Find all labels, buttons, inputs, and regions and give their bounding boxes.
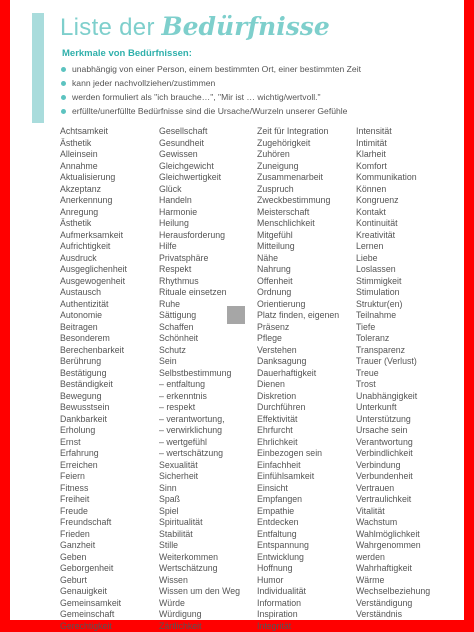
need-word: Ästhetik [60, 218, 127, 230]
need-word: Anerkennung [60, 195, 127, 207]
need-word: Ausgewogenheit [60, 276, 127, 288]
need-word: Aufmerksamkeit [60, 230, 127, 242]
need-word: Stimmigkeit [356, 276, 430, 288]
need-word: Gerechtigkeit [60, 621, 127, 632]
need-word: Ehrfurcht [257, 425, 339, 437]
need-word: Aktualisierung [60, 172, 127, 184]
need-word: Diskretion [257, 391, 339, 403]
need-word: Würdigung [159, 609, 240, 621]
need-word: Verbundenheit [356, 471, 430, 483]
document-page [10, 0, 464, 620]
need-word: Trauer (Verlust) [356, 356, 430, 368]
need-word: Unterkunft [356, 402, 430, 414]
need-word: Kontakt [356, 207, 430, 219]
need-word: Geburt [60, 575, 127, 587]
need-word: Wechselbeziehung [356, 586, 430, 598]
need-word: Information [257, 598, 339, 610]
need-word: – wertgefühl [159, 437, 240, 449]
bullet-list [59, 62, 361, 118]
need-word: Mitteilung [257, 241, 339, 253]
word-column-1 [60, 126, 127, 632]
need-word: Einfachheit [257, 460, 339, 472]
need-word: Berührung [60, 356, 127, 368]
need-word: Beitragen [60, 322, 127, 334]
need-word: Geben [60, 552, 127, 564]
need-word: Ausgeglichenheit [60, 264, 127, 276]
need-word: Zugehörigkeit [257, 138, 339, 150]
need-word: Gleichgewicht [159, 161, 240, 173]
need-word: Zärtlichkeit [159, 621, 240, 632]
need-word: Bewusstsein [60, 402, 127, 414]
need-word: Gleichwertigkeit [159, 172, 240, 184]
need-word: Zweckbestimmung [257, 195, 339, 207]
need-word: Trost [356, 379, 430, 391]
need-word: Fitness [60, 483, 127, 495]
need-word: Kontinuität [356, 218, 430, 230]
need-word: Kommunikation [356, 172, 430, 184]
need-word: Freiheit [60, 494, 127, 506]
need-word: Toleranz [356, 333, 430, 345]
need-word: Intensität [356, 126, 430, 138]
need-word: Berechenbarkeit [60, 345, 127, 357]
need-word: Dienen [257, 379, 339, 391]
need-word: Wertschätzung [159, 563, 240, 575]
need-word: Intimität [356, 138, 430, 150]
bullet-item [59, 90, 361, 104]
need-word: Verständigung [356, 598, 430, 610]
need-word: Zusammenarbeit [257, 172, 339, 184]
need-word: Verbindlichkeit [356, 448, 430, 460]
need-word: Zuhören [257, 149, 339, 161]
need-word: Mitgefühl [257, 230, 339, 242]
bullet-dot-icon [61, 109, 66, 114]
need-word: Entfaltung [257, 529, 339, 541]
need-word: – erkenntnis [159, 391, 240, 403]
need-word: Wissen [159, 575, 240, 587]
need-word: Spiritualität [159, 517, 240, 529]
need-word: Spiel [159, 506, 240, 518]
need-word: Liebe [356, 253, 430, 265]
need-word: Danksagung [257, 356, 339, 368]
need-word: Stille [159, 540, 240, 552]
bullet-dot-icon [61, 81, 66, 86]
need-word: Meisterschaft [257, 207, 339, 219]
need-word: Gesundheit [159, 138, 240, 150]
need-word: Wärme [356, 575, 430, 587]
need-word: Ganzheit [60, 540, 127, 552]
need-word: Sinn [159, 483, 240, 495]
need-word: Sexualität [159, 460, 240, 472]
title-part-2: Bedürfnisse [161, 12, 329, 41]
need-word: Sein [159, 356, 240, 368]
need-word: Schaffen [159, 322, 240, 334]
need-word: Harmonie [159, 207, 240, 219]
subtitle: Merkmale von Bedürfnissen: [62, 48, 192, 59]
need-word: Weiterkommen [159, 552, 240, 564]
need-word: Lernen [356, 241, 430, 253]
placeholder-square [227, 306, 245, 324]
need-word: Schönheit [159, 333, 240, 345]
need-word: Heilung [159, 218, 240, 230]
need-word: Austausch [60, 287, 127, 299]
need-word: Integrität [257, 621, 339, 632]
need-word: Vitalität [356, 506, 430, 518]
need-word: Stimulation [356, 287, 430, 299]
need-word: Wahrgenommen [356, 540, 430, 552]
title-part-1: Liste der [60, 14, 155, 41]
word-column-3 [257, 126, 339, 632]
need-word: Einsicht [257, 483, 339, 495]
need-word: Loslassen [356, 264, 430, 276]
need-word: Pflege [257, 333, 339, 345]
need-word: Authentizität [60, 299, 127, 311]
need-word: Schutz [159, 345, 240, 357]
bullet-item [59, 76, 361, 90]
need-word: Menschlichkeit [257, 218, 339, 230]
need-word: Handeln [159, 195, 240, 207]
need-word: Würde [159, 598, 240, 610]
need-word: – entfaltung [159, 379, 240, 391]
need-word: Frieden [60, 529, 127, 541]
need-word: Alleinsein [60, 149, 127, 161]
need-word: Autonomie [60, 310, 127, 322]
need-word: Bestätigung [60, 368, 127, 380]
need-word: Ordnung [257, 287, 339, 299]
need-word: Offenheit [257, 276, 339, 288]
need-word: Entspannung [257, 540, 339, 552]
need-word: Ehrlichkeit [257, 437, 339, 449]
need-word: Nähe [257, 253, 339, 265]
need-word: Gemeinschaft [60, 609, 127, 621]
need-word: Achtsamkeit [60, 126, 127, 138]
need-word: Aufrichtigkeit [60, 241, 127, 253]
need-word: Hilfe [159, 241, 240, 253]
need-word: Orientierung [257, 299, 339, 311]
need-word: Stabilität [159, 529, 240, 541]
need-word: Erholung [60, 425, 127, 437]
need-word: werden [356, 552, 430, 564]
need-word: Freundschaft [60, 517, 127, 529]
need-word: Durchführen [257, 402, 339, 414]
need-word: Struktur(en) [356, 299, 430, 311]
need-word: Können [356, 184, 430, 196]
need-word: Nahrung [257, 264, 339, 276]
need-word: – verantwortung, [159, 414, 240, 426]
need-word: Dauerhaftigkeit [257, 368, 339, 380]
need-word: Herausforderung [159, 230, 240, 242]
need-word: Individualität [257, 586, 339, 598]
need-word: Anregung [60, 207, 127, 219]
need-word: Entdecken [257, 517, 339, 529]
need-word: Besonderem [60, 333, 127, 345]
bullet-text: erfüllte/unerfüllte Bedürfnisse sind die Ursache/Wurzeln unserer Gefühle [72, 106, 347, 116]
need-word: Rituale einsetzen [159, 287, 240, 299]
need-word: Kongruenz [356, 195, 430, 207]
need-word: Freude [60, 506, 127, 518]
need-word: Annahme [60, 161, 127, 173]
need-word: Akzeptanz [60, 184, 127, 196]
need-word: Gemeinsamkeit [60, 598, 127, 610]
need-word: Wahrhaftigkeit [356, 563, 430, 575]
need-word: Zeit für Integration [257, 126, 339, 138]
bullet-text: werden formuliert als "ich brauche…", "Mir ist … wichtig/wertvoll." [72, 92, 321, 102]
need-word: Effektivität [257, 414, 339, 426]
need-word: Ruhe [159, 299, 240, 311]
need-word: Vertraulichkeit [356, 494, 430, 506]
need-word: Vertrauen [356, 483, 430, 495]
need-word: Zuneigung [257, 161, 339, 173]
need-word: Gesellschaft [159, 126, 240, 138]
need-word: Wahlmöglichkeit [356, 529, 430, 541]
need-word: Teilnahme [356, 310, 430, 322]
need-word: Privatsphäre [159, 253, 240, 265]
need-word: Genauigkeit [60, 586, 127, 598]
need-word: Tiefe [356, 322, 430, 334]
need-word: Transparenz [356, 345, 430, 357]
need-word: Ausdruck [60, 253, 127, 265]
need-word: Hoffnung [257, 563, 339, 575]
need-word: Feiern [60, 471, 127, 483]
need-word: Gewissen [159, 149, 240, 161]
need-word: Klarheit [356, 149, 430, 161]
need-word: – wertschätzung [159, 448, 240, 460]
need-word: Platz finden, eigenen [257, 310, 339, 322]
need-word: Unabhängigkeit [356, 391, 430, 403]
need-word: Wachstum [356, 517, 430, 529]
accent-bar [32, 13, 44, 123]
need-word: Erreichen [60, 460, 127, 472]
page-title [60, 12, 330, 42]
need-word: Wissen um den Weg [159, 586, 240, 598]
bullet-dot-icon [61, 95, 66, 100]
bullet-text: unabhängig von einer Person, einem bestimmten Ort, einer bestimmten Zeit [72, 64, 361, 74]
need-word: Verstehen [257, 345, 339, 357]
need-word: Kreativität [356, 230, 430, 242]
need-word: – verwirklichung [159, 425, 240, 437]
need-word: Ästhetik [60, 138, 127, 150]
need-word: Selbstbestimmung [159, 368, 240, 380]
bullet-item [59, 104, 361, 118]
need-word: Präsenz [257, 322, 339, 334]
need-word: – respekt [159, 402, 240, 414]
need-word: Sicherheit [159, 471, 240, 483]
need-word: Dankbarkeit [60, 414, 127, 426]
need-word: Sättigung [159, 310, 240, 322]
need-word: Rhythmus [159, 276, 240, 288]
need-word: Empfangen [257, 494, 339, 506]
need-word: Ursache sein [356, 425, 430, 437]
need-word: Einbezogen sein [257, 448, 339, 460]
need-word: Verantwortung [356, 437, 430, 449]
word-column-4 [356, 126, 430, 621]
need-word: Bewegung [60, 391, 127, 403]
need-word: Spaß [159, 494, 240, 506]
need-word: Entwicklung [257, 552, 339, 564]
bullet-item [59, 62, 361, 76]
need-word: Humor [257, 575, 339, 587]
bullet-text: kann jeder nachvollziehen/zustimmen [72, 78, 215, 88]
need-word: Glück [159, 184, 240, 196]
bullet-dot-icon [61, 67, 66, 72]
need-word: Verbindung [356, 460, 430, 472]
need-word: Inspiration [257, 609, 339, 621]
need-word: Empathie [257, 506, 339, 518]
need-word: Komfort [356, 161, 430, 173]
need-word: Respekt [159, 264, 240, 276]
need-word: Geborgenheit [60, 563, 127, 575]
need-word: Verständnis [356, 609, 430, 621]
need-word: Erfahrung [60, 448, 127, 460]
need-word: Beständigkeit [60, 379, 127, 391]
word-column-2 [159, 126, 240, 632]
need-word: Zuspruch [257, 184, 339, 196]
need-word: Treue [356, 368, 430, 380]
need-word: Unterstützung [356, 414, 430, 426]
need-word: Einfühlsamkeit [257, 471, 339, 483]
need-word: Ernst [60, 437, 127, 449]
